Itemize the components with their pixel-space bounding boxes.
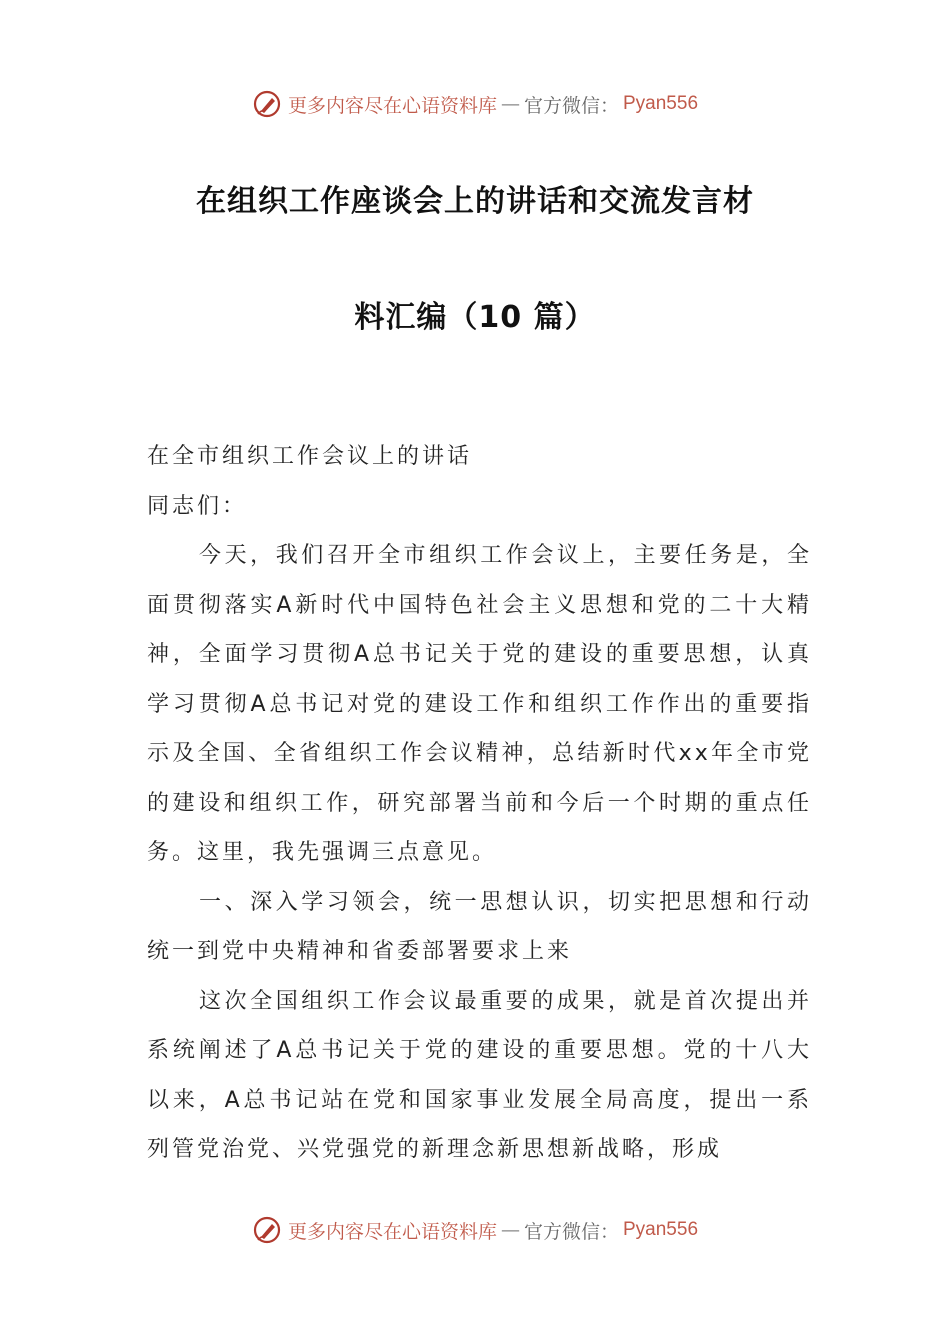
paragraph: 今天，我们召开全市组织工作会议上，主要任务是，全面贯彻落实A新时代中国特色社会主义思想和党的二十大精神，全面学习贯彻A总书记关于党的建设的重要思想，认真学习贯彻A总书记对党的建设工作和组织工作作出的重要指示及全国、全省组织工作会议精神，总结新时代xx年全市党的建设和组织工作，研究部署当前和今后一个时期的重点任务。这里，我先强调三点意见。 — [147, 543, 812, 865]
subsection-heading: 一、深入学习领会，统一思想认识，切实把思想和行动统一到党中央精神和省委部署要求上来 — [147, 889, 812, 964]
document-title-line-2: 料汇编（10 篇） — [354, 300, 596, 335]
banner-wechat-label: 官方微信： — [523, 1220, 619, 1243]
banner-wechat-id: Pyan556 — [623, 93, 699, 114]
banner-text: 更多内容尽在心语资料库 — [287, 94, 497, 117]
pen-logo-icon — [252, 1215, 282, 1245]
banner-wechat-label: 官方微信： — [523, 94, 619, 117]
banner-text: 更多内容尽在心语资料库 — [287, 1220, 497, 1243]
document-body — [147, 432, 812, 1175]
banner-dash: — — [500, 1219, 520, 1241]
salutation: 同志们： — [147, 493, 248, 519]
banner-wechat-id: Pyan556 — [623, 1219, 699, 1240]
footer-watermark-banner — [0, 1210, 950, 1250]
banner-dash: — — [500, 93, 520, 115]
section-heading: 在全市组织工作会议上的讲话 — [147, 444, 473, 469]
document-title-line-1: 在组织工作座谈会上的讲话和交流发言材 — [196, 184, 754, 219]
pen-logo-icon — [252, 89, 282, 119]
header-watermark-banner — [0, 84, 950, 124]
paragraph: 这次全国组织工作会议最重要的成果，就是首次提出并系统阐述了A总书记关于党的建设的重要思想。党的十八大以来，A总书记站在党和国家事业发展全局高度，提出一系列管党治党、兴党强党的新理念新思想新战略，形成 — [147, 988, 812, 1162]
